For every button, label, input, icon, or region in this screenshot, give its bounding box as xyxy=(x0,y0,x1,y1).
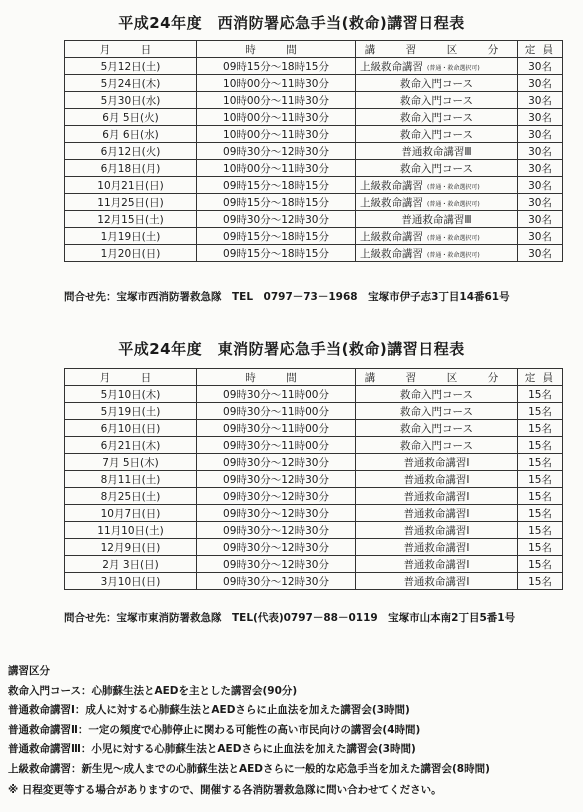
course-label: 救命入門コース xyxy=(400,388,473,401)
date-cell: 6月 5日(火) xyxy=(65,109,197,126)
header-course: 講 習 区 分 xyxy=(356,41,518,58)
date-cell: 10月21日(日) xyxy=(65,177,197,194)
course-cell xyxy=(356,143,518,160)
course-cell xyxy=(356,75,518,92)
time-cell: 09時15分～18時15分 xyxy=(197,58,356,75)
date-cell: 5月19日(土) xyxy=(65,403,197,420)
time-cell: 09時30分～12時30分 xyxy=(197,488,356,505)
course-cell xyxy=(356,109,518,126)
time-cell: 09時30分～12時30分 xyxy=(197,211,356,228)
table-row xyxy=(65,109,563,126)
course-label: 普通救命講習Ⅲ xyxy=(401,145,472,158)
course-label: 上級救命講習 xyxy=(360,196,423,209)
time-cell: 09時15分～18時15分 xyxy=(197,228,356,245)
capacity-cell: 30名 xyxy=(518,211,563,228)
course-cell xyxy=(356,454,518,471)
capacity-cell: 15名 xyxy=(518,420,563,437)
course-cell xyxy=(356,211,518,228)
legend-item: 普通救命講習Ⅱ：一定の頻度で心肺停止に関わる可能性の高い市民向けの講習会(4時間) xyxy=(8,723,421,736)
course-cell xyxy=(356,505,518,522)
course-cell xyxy=(356,160,518,177)
west-schedule-table xyxy=(64,40,563,262)
time-cell: 09時30分～12時30分 xyxy=(197,143,356,160)
time-cell: 10時00分～11時30分 xyxy=(197,126,356,143)
date-cell: 5月30日(水) xyxy=(65,92,197,109)
date-cell: 1月19日(土) xyxy=(65,228,197,245)
course-label: 救命入門コース xyxy=(400,111,473,124)
time-cell: 09時30分～12時30分 xyxy=(197,471,356,488)
time-cell: 09時15分～18時15分 xyxy=(197,245,356,262)
course-cell xyxy=(356,92,518,109)
capacity-cell: 30名 xyxy=(518,228,563,245)
time-cell: 09時30分～11時00分 xyxy=(197,403,356,420)
course-cell xyxy=(356,403,518,420)
course-cell xyxy=(356,573,518,590)
date-cell: 6月18日(月) xyxy=(65,160,197,177)
course-cell xyxy=(356,386,518,403)
table-row xyxy=(65,228,563,245)
header-time: 時 間 xyxy=(197,41,356,58)
capacity-cell: 30名 xyxy=(518,160,563,177)
date-cell: 5月12日(土) xyxy=(65,58,197,75)
east-contact-info: 問合せ先：宝塚市東消防署救急隊 TEL(代表)0797－88－0119 宝塚市山本南2丁目5番1号 xyxy=(64,612,516,624)
time-cell: 09時30分～12時30分 xyxy=(197,539,356,556)
table-row xyxy=(65,58,563,75)
table-row xyxy=(65,556,563,573)
table-row xyxy=(65,92,563,109)
header-date: 月 日 xyxy=(65,369,197,386)
capacity-cell: 15名 xyxy=(518,454,563,471)
course-note: (普通・救命選択可) xyxy=(427,183,480,191)
date-cell: 7月 5日(木) xyxy=(65,454,197,471)
capacity-cell: 30名 xyxy=(518,92,563,109)
course-cell xyxy=(356,126,518,143)
course-cell xyxy=(356,539,518,556)
date-cell: 5月10日(木) xyxy=(65,386,197,403)
table-header-row xyxy=(65,369,563,386)
capacity-cell: 30名 xyxy=(518,75,563,92)
date-cell: 8月11日(土) xyxy=(65,471,197,488)
time-cell: 10時00分～11時30分 xyxy=(197,75,356,92)
east-schedule-title: 平成24年度 東消防署応急手当(救命)講習日程表 xyxy=(118,340,465,358)
capacity-cell: 15名 xyxy=(518,573,563,590)
time-cell: 09時15分～18時15分 xyxy=(197,194,356,211)
course-cell xyxy=(356,488,518,505)
course-cell xyxy=(356,420,518,437)
date-cell: 12月9日(日) xyxy=(65,539,197,556)
table-row xyxy=(65,177,563,194)
course-label: 普通救命講習Ⅰ xyxy=(403,558,470,571)
date-cell: 3月10日(日) xyxy=(65,573,197,590)
course-label: 救命入門コース xyxy=(400,94,473,107)
legend-heading: 講習区分 xyxy=(8,665,50,677)
course-label: 上級救命講習 xyxy=(360,60,423,73)
east-schedule-rows xyxy=(65,386,563,590)
course-label: 上級救命講習 xyxy=(360,179,423,192)
time-cell: 09時30分～11時00分 xyxy=(197,437,356,454)
course-label: 救命入門コース xyxy=(400,162,473,175)
table-row xyxy=(65,437,563,454)
time-cell: 09時30分～12時30分 xyxy=(197,573,356,590)
course-label: 普通救命講習Ⅰ xyxy=(403,541,470,554)
table-row xyxy=(65,160,563,177)
course-note: (普通・救命選択可) xyxy=(427,64,480,72)
course-cell xyxy=(356,556,518,573)
table-row xyxy=(65,488,563,505)
course-label: 普通救命講習Ⅰ xyxy=(403,507,470,520)
capacity-cell: 30名 xyxy=(518,245,563,262)
date-cell: 6月21日(木) xyxy=(65,437,197,454)
capacity-cell: 15名 xyxy=(518,488,563,505)
header-course: 講 習 区 分 xyxy=(356,369,518,386)
course-label: 上級救命講習 xyxy=(360,230,423,243)
capacity-cell: 15名 xyxy=(518,386,563,403)
course-label: 普通救命講習Ⅰ xyxy=(403,490,470,503)
capacity-cell: 15名 xyxy=(518,556,563,573)
date-cell: 5月24日(木) xyxy=(65,75,197,92)
east-schedule-table xyxy=(64,368,563,590)
capacity-cell: 30名 xyxy=(518,58,563,75)
legend-item: 上級救命講習：新生児～成人までの心肺蘇生法とAEDさらに一般的な応急手当を加えた講習会(8時間) xyxy=(8,762,490,775)
course-legend xyxy=(8,662,578,801)
capacity-cell: 15名 xyxy=(518,471,563,488)
table-row xyxy=(65,245,563,262)
course-cell xyxy=(356,522,518,539)
date-cell: 6月 6日(水) xyxy=(65,126,197,143)
capacity-cell: 15名 xyxy=(518,437,563,454)
legend-item: 救命入門コース：心肺蘇生法とAEDを主とした講習会(90分) xyxy=(8,684,298,697)
course-note: (普通・救命選択可) xyxy=(427,200,480,208)
table-header-row xyxy=(65,41,563,58)
course-cell xyxy=(356,177,518,194)
table-row xyxy=(65,505,563,522)
course-label: 救命入門コース xyxy=(400,128,473,141)
course-label: 普通救命講習Ⅰ xyxy=(403,524,470,537)
time-cell: 09時30分～11時00分 xyxy=(197,386,356,403)
capacity-cell: 30名 xyxy=(518,126,563,143)
table-row xyxy=(65,522,563,539)
course-label: 普通救命講習Ⅰ xyxy=(403,473,470,486)
course-cell xyxy=(356,437,518,454)
table-row xyxy=(65,386,563,403)
table-row xyxy=(65,471,563,488)
date-cell: 6月12日(火) xyxy=(65,143,197,160)
time-cell: 09時30分～12時30分 xyxy=(197,454,356,471)
table-row xyxy=(65,403,563,420)
header-date: 月 日 xyxy=(65,41,197,58)
west-schedule-title: 平成24年度 西消防署応急手当(救命)講習日程表 xyxy=(118,14,465,32)
table-row xyxy=(65,454,563,471)
table-row xyxy=(65,573,563,590)
header-capacity: 定 員 xyxy=(518,41,563,58)
date-cell: 6月10日(日) xyxy=(65,420,197,437)
course-label: 普通救命講習Ⅲ xyxy=(401,213,472,226)
course-cell xyxy=(356,194,518,211)
course-label: 普通救命講習Ⅰ xyxy=(403,456,470,469)
date-cell: 8月25日(土) xyxy=(65,488,197,505)
capacity-cell: 15名 xyxy=(518,522,563,539)
course-cell xyxy=(356,228,518,245)
time-cell: 09時30分～12時30分 xyxy=(197,505,356,522)
time-cell: 09時30分～12時30分 xyxy=(197,556,356,573)
west-contact-info: 問合せ先：宝塚市西消防署救急隊 TEL 0797－73－1968 宝塚市伊子志3丁目14番61号 xyxy=(64,291,510,303)
table-row xyxy=(65,75,563,92)
table-row xyxy=(65,194,563,211)
capacity-cell: 30名 xyxy=(518,109,563,126)
time-cell: 10時00分～11時30分 xyxy=(197,92,356,109)
course-label: 上級救命講習 xyxy=(360,247,423,260)
time-cell: 09時15分～18時15分 xyxy=(197,177,356,194)
table-row xyxy=(65,420,563,437)
time-cell: 10時00分～11時30分 xyxy=(197,109,356,126)
date-cell: 10月7日(日) xyxy=(65,505,197,522)
time-cell: 09時30分～11時00分 xyxy=(197,420,356,437)
date-cell: 1月20日(日) xyxy=(65,245,197,262)
table-row xyxy=(65,539,563,556)
course-label: 救命入門コース xyxy=(400,77,473,90)
capacity-cell: 15名 xyxy=(518,505,563,522)
table-row xyxy=(65,126,563,143)
capacity-cell: 15名 xyxy=(518,539,563,556)
course-cell xyxy=(356,245,518,262)
course-label: 普通救命講習Ⅰ xyxy=(403,575,470,588)
course-note: (普通・救命選択可) xyxy=(427,234,480,242)
legend-footnote: ※ 日程変更等する場合がありますので、開催する各消防署救急隊に問い合わせてください。 xyxy=(8,784,442,796)
capacity-cell: 30名 xyxy=(518,143,563,160)
header-time: 時 間 xyxy=(197,369,356,386)
date-cell: 2月 3日(日) xyxy=(65,556,197,573)
table-row xyxy=(65,211,563,228)
legend-item: 普通救命講習Ⅰ：成人に対する心肺蘇生法とAEDさらに止血法を加えた講習会(3時間) xyxy=(8,704,410,716)
table-row xyxy=(65,143,563,160)
date-cell: 12月15日(土) xyxy=(65,211,197,228)
west-schedule-rows xyxy=(65,58,563,262)
course-cell xyxy=(356,58,518,75)
header-capacity: 定 員 xyxy=(518,369,563,386)
legend-item: 普通救命講習Ⅲ：小児に対する心肺蘇生法とAEDさらに止血法を加えた講習会(3時間) xyxy=(8,743,416,755)
capacity-cell: 15名 xyxy=(518,403,563,420)
date-cell: 11月25日(日) xyxy=(65,194,197,211)
capacity-cell: 30名 xyxy=(518,177,563,194)
date-cell: 11月10日(土) xyxy=(65,522,197,539)
time-cell: 10時00分～11時30分 xyxy=(197,160,356,177)
course-cell xyxy=(356,471,518,488)
capacity-cell: 30名 xyxy=(518,194,563,211)
course-label: 救命入門コース xyxy=(400,405,473,418)
course-label: 救命入門コース xyxy=(400,422,473,435)
course-note: (普通・救命選択可) xyxy=(427,251,480,259)
course-label: 救命入門コース xyxy=(400,439,473,452)
time-cell: 09時30分～12時30分 xyxy=(197,522,356,539)
